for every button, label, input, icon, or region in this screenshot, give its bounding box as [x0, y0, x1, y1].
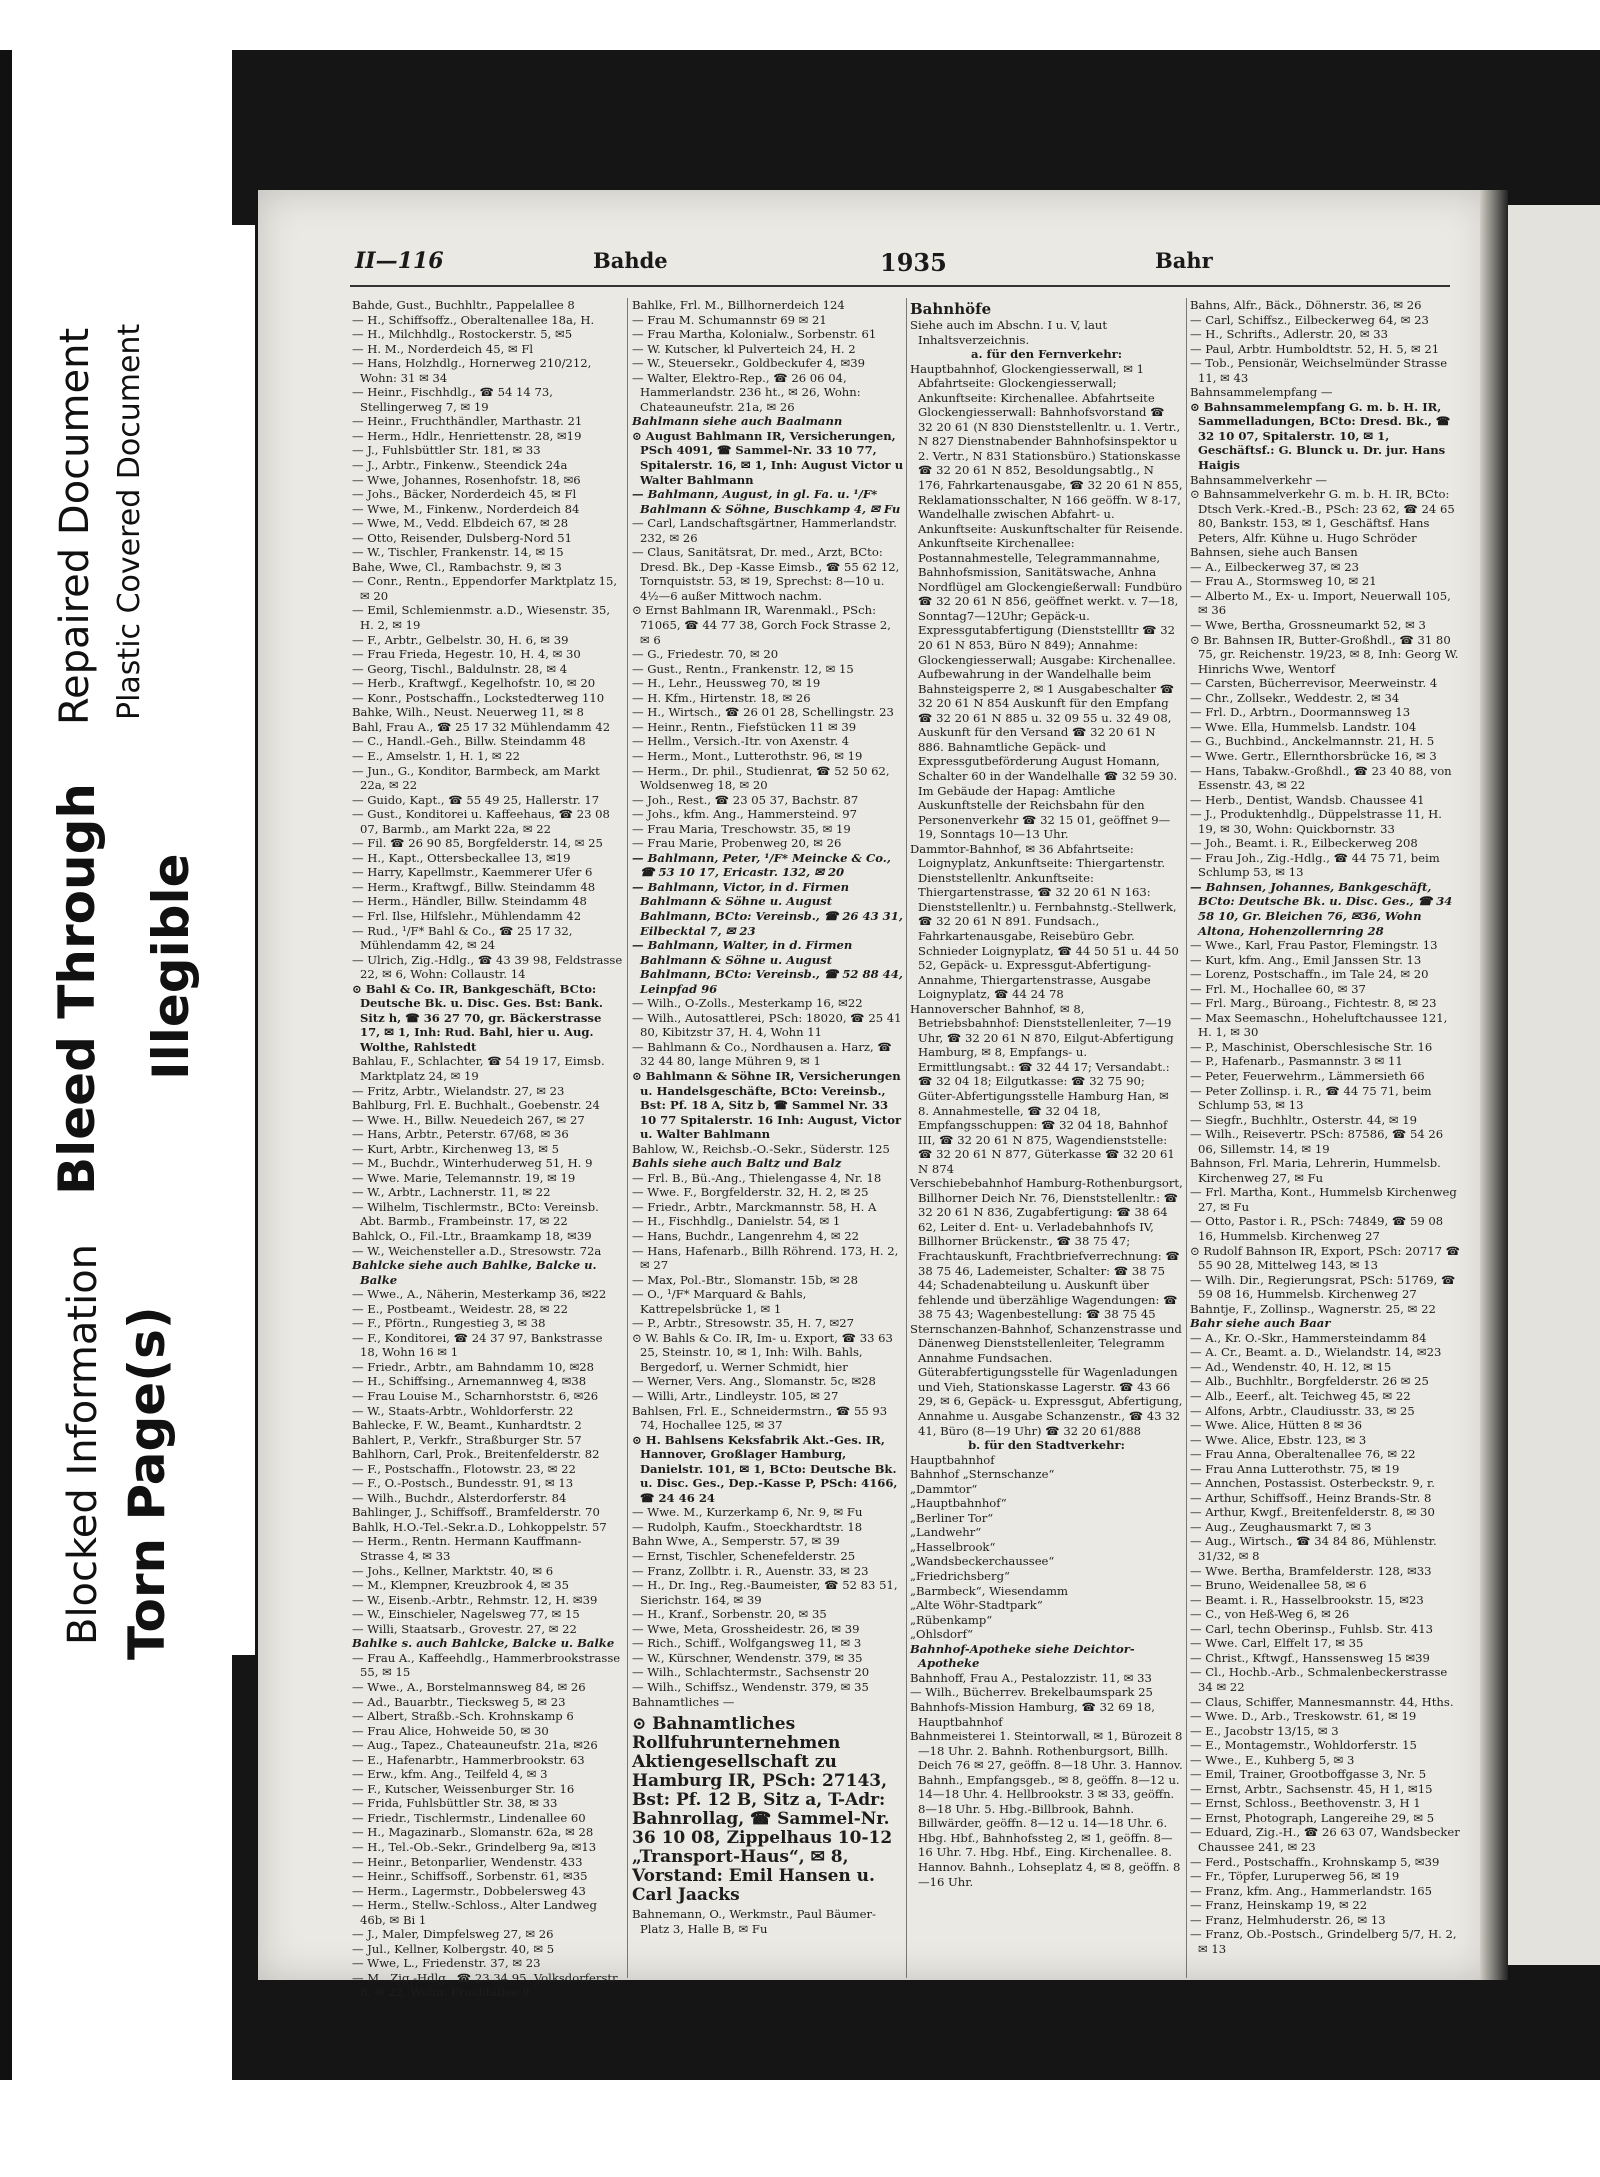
- directory-entry: — Wwe., A., Borstelmannsweg 84, ✉ 26: [352, 1679, 586, 1694]
- directory-entry: — Frau Louise M., Scharnhorststr. 6, ✉26: [352, 1389, 599, 1404]
- directory-entry: — Frl. Ilse, Hilfslehr., Mühlendamm 42: [352, 908, 582, 923]
- directory-entry: — Johs., Bäcker, Norderdeich 45, ✉ Fl: [352, 487, 577, 502]
- directory-entry: — Rich., Schiff., Wolfgangsweg 11, ✉ 3: [632, 1636, 862, 1651]
- directory-entry: — Frau Maria, Treschowstr. 35, ✉ 19: [632, 821, 851, 836]
- directory-entry: — Johs., Kellner, Marktstr. 40, ✉ 6: [352, 1563, 554, 1578]
- directory-entry: — Franz, Ob.-Postsch., Grindelberg 5/7, H. 2, ✉ 13: [1190, 1927, 1457, 1956]
- directory-entry: — H., Schiffsing., Arnemannweg 4, ✉38: [352, 1374, 587, 1389]
- directory-entry: — F., Konditorei, ☎ 24 37 97, Bankstrasse 18, Wohn 16 ✉ 1: [352, 1330, 603, 1360]
- directory-entry: „Dammtor“: [910, 1481, 978, 1496]
- directory-entry: — G., Buchbind., Anckelmannstr. 21, H. 5: [1190, 734, 1435, 749]
- directory-entry: — Herm., Lagermstr., Dobbelersweg 43: [352, 1883, 586, 1898]
- directory-entry: — Wwe, Bertha, Grossneumarkt 52, ✉ 3: [1190, 618, 1426, 633]
- directory-entry: — W., Kürschner, Wendenstr. 379, ✉ 35: [632, 1650, 863, 1665]
- directory-entry: — Alb., Eeerf., alt. Teichweg 45, ✉ 22: [1190, 1389, 1411, 1404]
- directory-entry: — Willi, Staatsarb., Grovestr. 27, ✉ 22: [352, 1621, 577, 1636]
- directory-entry: — Tob., Pensionär, Weichselmünder Strasse 11, ✉ 43: [1190, 356, 1448, 385]
- directory-entry: — H., Fischhdlg., Danielstr. 54, ✉ 1: [632, 1214, 841, 1229]
- directory-entry: — Ad., Bauarbtr., Tiecksweg 5, ✉ 23: [352, 1694, 566, 1709]
- directory-entry: — Werner, Vers. Ang., Slomanstr. 5c, ✉28: [632, 1374, 876, 1389]
- directory-entry: — Frau Martha, Kolonialw., Sorbenstr. 61: [632, 327, 877, 342]
- directory-entry: Bahntje, F., Zollinsp., Wagnerstr. 25, ✉ 22: [1190, 1301, 1436, 1316]
- directory-entry: — Wilh. Dir., Regierungsrat, PSch: 51769, ☎ 59 08 16, Hummelsb. Kirchenweg 27: [1190, 1272, 1456, 1302]
- directory-entry: — Heinr., Rentn., Fiefstücken 11 ✉ 39: [632, 719, 857, 734]
- directory-entry: — Joh., Beamt. i. R., Eilbeckerweg 208: [1190, 836, 1418, 851]
- page-gutter-shadow: [1480, 190, 1508, 1980]
- directory-entry: — Erw., kfm. Ang., Teilfeld 4, ✉ 3: [352, 1767, 548, 1782]
- directory-entry: — H. M., Norderdeich 45, ✉ Fl: [352, 341, 534, 356]
- directory-entry: Bahnhöfe: [910, 300, 992, 318]
- directory-entry: — Carl, Schiffsz., Eilbeckerweg 64, ✉ 23: [1190, 312, 1429, 327]
- directory-entry: — Bahnsen, Johannes, Bankgeschäft, BCto: Deutsche Bk. u. Disc. Ges., ☎ 34 58 10, Gr. Bleichen 76, ✉36, Wohn Altona, Hohenzollernring 28: [1190, 879, 1453, 938]
- directory-entry: — Frau Joh., Zig.-Hdlg., ☎ 44 75 71, beim Schlump 53, ✉ 13: [1190, 850, 1440, 880]
- directory-entry: — Claus, Schiffer, Mannesmannstr. 44, Hths.: [1190, 1694, 1454, 1709]
- directory-entry: — Wwe. Marie, Telemannstr. 19, ✉ 19: [352, 1170, 576, 1185]
- directory-entry: — Herm., Rentn. Hermann Kauffmann-Strasse 4, ✉ 33: [352, 1534, 582, 1564]
- directory-entry: Bahde, Gust., Buchhltr., Pappelallee 8: [352, 298, 575, 312]
- directory-entry: Bahnhofs-Mission Hamburg, ☎ 32 69 18, Hauptbahnhof: [910, 1699, 1155, 1729]
- directory-entry: — Friedr., Arbtr., Marckmannstr. 58, H. A: [632, 1199, 877, 1214]
- directory-entry: „Hasselbrook“: [910, 1539, 996, 1554]
- directory-entry: — Eduard, Zig.-H., ☎ 26 63 07, Wandsbecker Chaussee 241, ✉ 23: [1190, 1825, 1460, 1854]
- directory-entry: — Wwe, M., Vedd. Elbdeich 67, ✉ 28: [352, 516, 569, 531]
- directory-entry: — Hans, Hafenarb., Billh Röhrend. 173, H. 2, ✉ 27: [632, 1243, 899, 1273]
- directory-entry: ⊙ H. Bahlsens Keksfabrik Akt.-Ges. IR, Hannover, Großlager Hamburg, Danielstr. 101, ✉ 1, BCto: Deutsche Bk. u. Disc. Ges., Dep.-Kasse P, PSch: 4166, ☎ 24 46 24: [632, 1432, 898, 1505]
- directory-entry: — Friedr., Tischlermstr., Lindenallee 60: [352, 1810, 586, 1825]
- directory-entry: „Rübenkamp“: [910, 1612, 993, 1627]
- directory-entry: — Wwe, L., Friedenstr. 37, ✉ 23: [352, 1956, 541, 1971]
- directory-entry: — Aug., Zeughausmarkt 7, ✉ 3: [1190, 1519, 1372, 1534]
- directory-entry: — W., Staats-Arbtr., Wohldorferstr. 22: [352, 1403, 574, 1418]
- directory-entry: — Rudolph, Kaufm., Stoeckhardtstr. 18: [632, 1519, 863, 1534]
- directory-entry: — Wilhelm, Tischlermstr., BCto: Vereinsb. Abt. Barmb., Frambeinstr. 17, ✉ 22: [352, 1199, 599, 1229]
- directory-entry: Bahnsammelverkehr —: [1190, 472, 1327, 487]
- directory-entry: — E., Hafenarbtr., Hammerbrookstr. 63: [352, 1752, 585, 1767]
- directory-entry: — Joh., Rest., ☎ 23 05 37, Bachstr. 87: [632, 792, 859, 807]
- directory-entry: — A. Cr., Beamt. a. D., Wielandstr. 14, ✉23: [1190, 1345, 1442, 1360]
- directory-entry: — Heinr., Betonparlier, Wendenstr. 433: [352, 1854, 583, 1869]
- directory-entry: — Kurt, kfm. Ang., Emil Janssen Str. 13: [1190, 952, 1422, 967]
- directory-entry: — Ferd., Postschaffn., Krohnskamp 5, ✉39: [1190, 1854, 1440, 1869]
- directory-entry: Bahnhoff, Frau A., Pestalozzistr. 11, ✉ 33: [910, 1670, 1152, 1685]
- directory-entry: — Wilh., O-Zolls., Mesterkamp 16, ✉22: [632, 996, 863, 1011]
- target-bleed-through: Bleed Through: [48, 783, 106, 1195]
- directory-entry: — Herb., Dentist, Wandsb. Chaussee 41: [1190, 792, 1425, 807]
- directory-entry: — Max, Pol.-Btr., Slomanstr. 15b, ✉ 28: [632, 1272, 859, 1287]
- directory-entry: — Wwe. Carl, Elffelt 17, ✉ 35: [1190, 1636, 1364, 1651]
- directory-entry: Hauptbahnhof, Glockengiesserwall, ✉ 1 Abfahrtseite: Glockengiesserwall; Ankunftseite: Kirchenallee. Abfahrtseite Glockengiesserwall: Bahnhofsvorstand ☎ 32 20 61 (N 830 Dienststellenltr. u. 1. Vertr., N 827 Dienstnabender Bahnhofsinspektor u 2. Vertr., N 831 Stationsbüro.) Stationskasse ☎ 32 20 61 N 852, Besoldungsabtlg., N 176, Fahrkartenausgabe, ☎ 32 20 61 N 855, Reklamationsschalter, N 166 geöffn. W 8-17, Wandelhalle zwischen Abfahrt- u. Ankunftseite: Auskunftschalter für Reisende. Ankunftseite Kirchenallee: Postannahmestelle, Telegrammannahme, Bahnhofsmission, Sanitätswache, Anhna Nordflügel am Glockengießerwall: Fundbüro ☎ 32 20 61 N 856, geöffnet werkt. v. 7—18, Sonntag7—12Uhr; Gepäck-u. Expressgutabfertigung (Dienststellltr ☎ 32 20 61 N 853, Büro N 849); Annahme: Glockengiesserwall; Ausgabe: Kirchenallee. Aufbewahrung in der Wandelhalle beim Bahnsteigsperre 2, ✉ 1 Ausgabeschalter ☎ 32 20 61 N 854 Auskunft für den Empfang ☎ 32 20 61 N 885 u. 32 09 55 u. 32 49 08, Auskunft für den Versand ☎ 32 20 61 N 886. Bahnamtliche Gepäck- und Expressgutbeförderung August Homann, Schalter 60 in der Wandelhalle ☎ 32 59 30. Im Gebäude der Hapag: Amtliche Auskunftstelle der Reichsbahn für den Personenverkehr ☎ 32 15 01, geöffnet 9—19, Sonntags 10—13 Uhr.: [910, 361, 1183, 842]
- directory-entry: „Alte Wöhr-Stadtpark“: [910, 1598, 1043, 1613]
- directory-entry: — Alberto M., Ex- u. Import, Neuerwall 105, ✉ 36: [1190, 588, 1451, 618]
- directory-entry: — Kurt, Arbtr., Kirchenweg 13, ✉ 5: [352, 1141, 560, 1156]
- directory-entry: — Arthur, Schiffsoff., Heinz Brands-Str. 8: [1190, 1490, 1432, 1505]
- directory-entry: Bahnmeisterei 1. Steintorwall, ✉ 1, Bürozeit 8—18 Uhr. 2. Bahnh. Rothenburgsort, Billh. Deich 76 ✉ 27, geöffn. 8—18 Uhr. 3. Hannov. Bahnh., Empfangsgeb., ✉ 8, geöffn. 8—12 u. 14—18 Uhr. 4. Hellbrookstr. 3 ✉ 33, geöffn. 8—18 Uhr. 5. Hbg.-Billbrook, Bahnh. Billwärder, geöffn. 8—12 u. 14—18 Uhr. 6. Hbg. Hbf., Bahnhofssteg 2, ✉ 1, geöffn. 8—16 Uhr. 7. Hbg. Hbf., Eing. Kirchenallee. 8. Hannov. Bahnh., Lohseplatz 4, ✉ 8, geöffn. 8—16 Uhr.: [910, 1729, 1183, 1889]
- column-divider: [906, 298, 907, 1978]
- directory-entry: — M., Klempner, Kreuzbrook 4, ✉ 35: [352, 1578, 569, 1593]
- directory-entry: — Chr., Zollsekr., Weddestr. 2, ✉ 34: [1190, 690, 1400, 705]
- header-year: 1935: [880, 248, 947, 277]
- directory-entry: — Herm., Mont., Lutterothstr. 96, ✉ 19: [632, 748, 863, 763]
- directory-entry: — Wwe. Alice, Ebstr. 123, ✉ 3: [1190, 1432, 1367, 1447]
- directory-entry: Bahr siehe auch Baar: [1190, 1316, 1331, 1331]
- directory-entry: — C., von Heß-Weg 6, ✉ 26: [1190, 1607, 1350, 1622]
- directory-entry: — Frau M. Schumannstr 69 ✉ 21: [632, 312, 827, 327]
- directory-entry: — Frl. M., Hochallee 60, ✉ 37: [1190, 981, 1366, 996]
- directory-entry: Siehe auch im Abschn. I u. V, laut Inhaltsverzeichnis.: [910, 318, 1108, 347]
- directory-entry: — Gust., Rentn., Frankenstr. 12, ✉ 15: [632, 661, 854, 676]
- directory-entry: — Otto, Reisender, Dulsberg-Nord 51: [352, 530, 573, 545]
- directory-entry: — Wwe., Karl, Frau Pastor, Flemingstr. 13: [1190, 938, 1438, 953]
- directory-entry: — W. Kutscher, kl Pulverteich 24, H. 2: [632, 341, 856, 356]
- directory-entry: Bahl, Frau A., ☎ 25 17 32 Mühlendamm 42: [352, 719, 611, 734]
- directory-entry: — Rud., ¹/F* Bahl & Co., ☎ 25 17 32, Mühlendamm 42, ✉ 24: [352, 923, 573, 953]
- directory-entry: — Frl. Marg., Büroang., Fichtestr. 8, ✉ 23: [1190, 996, 1437, 1011]
- directory-entry: — Hans, Tabakw.-Großhdl., ☎ 23 40 88, von Essenstr. 43, ✉ 22: [1190, 763, 1452, 793]
- directory-entry: ⊙ Bahl & Co. IR, Bankgeschäft, BCto: Deutsche Bk. u. Disc. Ges. Bst: Bank. Sitz h, ☎ 36 27 70, gr. Bäckerstrasse 17, ✉ 1, Inh: Rud. Bahl, hier u. Aug. Wolthe, Rahlstedt: [352, 981, 603, 1054]
- directory-entry: — Max Seemaschn., Hoheluftchaussee 121, H. 1, ✉ 30: [1190, 1010, 1448, 1040]
- directory-entry: Bahn Wwe, A., Semperstr. 57, ✉ 39: [632, 1534, 840, 1549]
- directory-entry: ⊙ Bahnamtliches Rollfuhrunternehmen Aktiengesellschaft zu Hamburg IR, PSch: 27143, Bst: Pf. 12 B, Sitz a, T-Adr: Bahnrollag, ☎ Sammel-Nr. 36 10 08, Zippelhaus 10-12 „Transport-Haus“, ✉ 8, Vorstand: Emil Hansen u. Carl Jaacks: [632, 1714, 893, 1906]
- directory-entry: — Wwe., E., Kuhberg 5, ✉ 3: [1190, 1752, 1355, 1767]
- directory-entry: ⊙ Bahnsammelverkehr G. m. b. H. IR, BCto: Dtsch Verk.-Kred.-B., PSch: 23 62, ☎ 24 65 80, Bankstr. 153, ✉ 1, Geschäftsf. Hans Peters, Alfr. Kühne u. Hugo Schröder: [1190, 487, 1455, 545]
- directory-entry: — F., Pförtn., Rungestieg 3, ✉ 38: [352, 1316, 546, 1331]
- directory-entry: Bahlsen, Frl. E., Schneidermstrn., ☎ 55 93 74, Hochallee 125, ✉ 37: [632, 1403, 888, 1433]
- target-repaired-document: Repaired Document: [52, 327, 98, 725]
- directory-entry: — Herm., Stellw.-Schloss., Alter Landweg 46b, ✉ Bi 1: [352, 1898, 597, 1927]
- directory-entry: — Frau A., Kaffeehdlg., Hammerbrookstrasse 55, ✉ 15: [352, 1650, 621, 1680]
- directory-entry: Bahlke, Frl. M., Billhornerdeich 124: [632, 298, 845, 312]
- directory-entry: — Arthur, Kwgf., Breitenfelderstr. 8, ✉ 30: [1190, 1505, 1435, 1520]
- directory-entry: — Frau A., Stormsweg 10, ✉ 21: [1190, 574, 1377, 589]
- directory-entry: b. für den Stadtverkehr:: [968, 1438, 1125, 1453]
- directory-entry: Bahnsammelempfang —: [1190, 385, 1333, 400]
- directory-entry: — Annchen, Postassist. Osterbeckstr. 9, r.: [1190, 1476, 1435, 1491]
- directory-entry: Bahlow, W., Reichsb.-O.-Sekr., Süderstr. 125: [632, 1141, 890, 1156]
- directory-entry: Verschiebebahnhof Hamburg-Rothenburgsort, Billhorner Deich Nr. 76, Dienststellenltr.: ☎ 32 20 61 N 836, Zugabfertigung: ☎ 38 64 62, Leiter d. Ent- u. Verladebahnhofs IV, Billhorner Brückenstr., ☎ 38 75 47; Frachtauskunft, Frachtbriefverrechnung: ☎ 38 75 46, Lademeister, Schalter: ☎ 38 75 44; Schadenabteilung u. Auskunft über fehlende und überzählige Wagendungen: ☎ 38 75 43; Wagenbestellung: ☎ 38 75 45: [910, 1176, 1183, 1322]
- directory-entry: — Hans, Arbtr., Peterstr. 67/68, ✉ 36: [352, 1127, 569, 1142]
- directory-entry: — O., ¹/F* Marquard & Bahls, Kattrepelsbrücke 1, ✉ 1: [632, 1287, 807, 1316]
- directory-entry: — J., Produktenhdlg., Düppelstrasse 11, H. 19, ✉ 30, Wohn: Quickbornstr. 33: [1190, 807, 1442, 836]
- directory-entry: — F., Kutscher, Weissenburger Str. 16: [352, 1781, 575, 1796]
- directory-entry: — Herm., Händler, Billw. Steindamm 48: [352, 894, 587, 909]
- scan-edge-strip: [0, 50, 12, 2080]
- directory-entry: „Friedrichsberg“: [910, 1569, 1010, 1584]
- directory-entry: — Ernst, Schloss., Beethovenstr. 3, H 1: [1190, 1796, 1421, 1811]
- directory-entry: — Wilh., Reisevertr. PSch: 87586, ☎ 54 26 06, Sillemstr. 14, ✉ 19: [1190, 1127, 1444, 1156]
- header-left-keyword: Bahde: [593, 248, 668, 273]
- directory-entry: — Wwe. Gertr., Ellernthorsbrücke 16, ✉ 3: [1190, 748, 1437, 763]
- directory-column-2: [632, 298, 904, 1988]
- directory-entry: — Ernst, Arbtr., Sachsenstr. 45, H 1, ✉15: [1190, 1781, 1433, 1796]
- directory-entry: — Wwe, Johannes, Rosenhofstr. 18, ✉6: [352, 472, 581, 487]
- directory-entry: „Ohlsdorf“: [910, 1627, 974, 1642]
- directory-entry: — M., Zig.-Hdlg., ☎ 23 34 95, Volksdorferstr. 8, ✉ 22, Wohn: Fruchtallee 9: [352, 1970, 621, 2000]
- directory-entry: — Hellm., Versich.-Itr. von Axenstr. 4: [632, 734, 850, 749]
- directory-entry: Dammtor-Bahnhof, ✉ 36 Abfahrtseite: Loignyplatz, Ankunftseite: Thiergartenstr. Dienststellenltr. Ankunftseite: Thiergartenstrasse, ☎ 32 20 61 N 163: Dienststellenltr.) u. Fernbahnstg.-Stellwerk, ☎ 32 20 61 N 891. Fundsach., Fahrkartenausgabe, Reisebüro Gebr. Schnieder Loignyplatz, ☎ 44 50 51 u. 44 50 52, Gepäck- u. Expressgut-Abfertigung-Annahme, Thiergartenstrasse, Ausgabe Loignyplatz, ☎ 44 24 78: [910, 841, 1179, 1002]
- directory-entry: — Wwe. F., Borgfelderstr. 32, H. 2, ✉ 25: [632, 1185, 869, 1200]
- directory-entry: — H., Schrifts., Adlerstr. 20, ✉ 33: [1190, 327, 1388, 342]
- directory-entry: — Wilh., Schiffsz., Wendenstr. 379, ✉ 35: [632, 1679, 869, 1694]
- directory-entry: — J., Fuhlsbüttler Str. 181, ✉ 33: [352, 443, 541, 458]
- directory-entry: Bahlmann siehe auch Baalmann: [632, 414, 843, 429]
- page-number: II—116: [355, 248, 444, 274]
- directory-entry: — Wwe. Bertha, Bramfelderstr. 128, ✉33: [1190, 1563, 1432, 1578]
- directory-entry: — E., Amselstr. 1, H. 1, ✉ 22: [352, 748, 521, 763]
- directory-entry: — Frau Frieda, Hegestr. 10, H. 4, ✉ 30: [352, 647, 581, 662]
- directory-column-1: [352, 298, 624, 2000]
- directory-entry: — Frau Anna Lutterothstr. 75, ✉ 19: [1190, 1461, 1400, 1476]
- directory-entry: — Konr., Postschaffn., Lockstedterweg 110: [352, 690, 605, 705]
- directory-entry: — Peter Zollinsp. i. R., ☎ 44 75 71, beim Schlump 53, ✉ 13: [1190, 1083, 1432, 1113]
- directory-entry: — Wilh., Schlachtermstr., Sachsenstr 20: [632, 1665, 870, 1680]
- directory-entry: — Otto, Pastor i. R., PSch: 74849, ☎ 59 08 16, Hummelsb. Kirchenweg 27: [1190, 1214, 1444, 1243]
- directory-entry: — Franz, kfm. Ang., Hammerlandstr. 165: [1190, 1883, 1433, 1898]
- directory-entry: ⊙ Ernst Bahlmann IR, Warenmakl., PSch: 71065, ☎ 44 77 38, Gorch Fock Strasse 2, ✉ 6: [632, 603, 891, 647]
- directory-entry: Bahlecke, F. W., Beamt., Kunhardtstr. 2: [352, 1418, 582, 1433]
- directory-entry: — Wwe, M., Finkenw., Norderdeich 84: [352, 501, 580, 516]
- directory-entry: — Carl, Landschaftsgärtner, Hammerlandstr. 232, ✉ 26: [632, 516, 897, 545]
- directory-entry: — C., Handl.-Geh., Billw. Steindamm 48: [352, 734, 586, 749]
- directory-entry: — Conr., Rentn., Eppendorfer Marktplatz 15, ✉ 20: [352, 574, 618, 603]
- directory-entry: — Herm., Kraftwgf., Billw. Steindamm 48: [352, 879, 596, 894]
- directory-entry: — Franz, Heinskamp 19, ✉ 22: [1190, 1898, 1368, 1913]
- directory-entry: — Albert, Straßb.-Sch. Krohnskamp 6: [352, 1709, 574, 1724]
- directory-entry: — Bahlmann, Victor, in d. Firmen Bahlmann & Söhne u. August Bahlmann, BCto: Vereinsb., ☎ 26 43 31, Eilbecktal 7, ✉ 23: [632, 879, 903, 938]
- directory-entry: — F., Postschaffn., Flotowstr. 23, ✉ 22: [352, 1461, 576, 1476]
- directory-entry: — Wwe. Ella, Hummelsb. Landstr. 104: [1190, 719, 1417, 734]
- directory-entry: Bahnemann, O., Werkmstr., Paul Bäumer-Platz 3, Halle B, ✉ Fu: [632, 1907, 876, 1936]
- directory-entry: — Fr., Töpfer, Luruperweg 56, ✉ 19: [1190, 1869, 1400, 1884]
- directory-entry: Bahnhof „Sternschanze“: [910, 1467, 1055, 1482]
- directory-entry: — Frau Anna, Oberaltenallee 76, ✉ 22: [1190, 1447, 1416, 1462]
- page-header: [355, 248, 1445, 284]
- directory-entry: — Bahlmann, Peter, ¹/F* Meincke & Co., ☎ 53 10 17, Ericastr. 132, ✉ 20: [632, 850, 891, 880]
- directory-entry: — W., Arbtr., Lachnerstr. 11, ✉ 22: [352, 1185, 551, 1200]
- directory-entry: ⊙ Bahnsammelempfang G. m. b. H. IR, Sammelladungen, BCto: Dresd. Bk., ☎ 32 10 07, Spitalerstr. 10, ✉ 1, Geschäftsf.: G. Blunck u. Dr. jur. Hans Haigis: [1190, 399, 1451, 473]
- directory-entry: — H., Kranf., Sorbenstr. 20, ✉ 35: [632, 1607, 827, 1622]
- directory-entry: — Wwe., A., Näherin, Mesterkamp 36, ✉22: [352, 1287, 607, 1302]
- directory-entry: — Friedr., Arbtr., am Bahndamm 10, ✉28: [352, 1359, 595, 1374]
- directory-entry: — Fil. ☎ 26 90 85, Borgfelderstr. 14, ✉ 25: [352, 836, 603, 851]
- directory-entry: — Emil, Trainer, Grootboffgasse 3, Nr. 5: [1190, 1767, 1427, 1782]
- directory-entry: Bahlke s. auch Bahlcke, Balcke u. Balke: [352, 1636, 615, 1651]
- directory-entry: — Guido, Kapt., ☎ 55 49 25, Hallerstr. 17: [352, 792, 600, 807]
- directory-entry: Bahns, Alfr., Bäck., Döhnerstr. 36, ✉ 26: [1190, 298, 1422, 312]
- directory-entry: — Peter, Feuerwehrm., Lämmersieth 66: [1190, 1068, 1425, 1083]
- directory-entry: — Jul., Kellner, Kolbergstr. 40, ✉ 5: [352, 1941, 555, 1956]
- directory-entry: — P., Arbtr., Stresowstr. 35, H. 7, ✉27: [632, 1316, 855, 1331]
- directory-entry: — E., Postbeamt., Weidestr. 28, ✉ 22: [352, 1301, 568, 1316]
- directory-entry: — Paul, Arbtr. Humboldtstr. 52, H. 5, ✉ 21: [1190, 341, 1440, 356]
- column-divider: [627, 298, 628, 1978]
- directory-entry: — W., Einschieler, Nagelsweg 77, ✉ 15: [352, 1607, 580, 1622]
- directory-entry: Bahke, Wilh., Neust. Neuerweg 11, ✉ 8: [352, 705, 584, 720]
- directory-entry: Bahlau, F., Schlachter, ☎ 54 19 17, Eimsb. Marktplatz 24, ✉ 19: [352, 1054, 605, 1083]
- directory-entry: Bahnsen, siehe auch Bansen: [1190, 545, 1358, 560]
- directory-entry: — Herb., Kraftwgf., Kegelhofstr. 10, ✉ 20: [352, 676, 596, 691]
- directory-entry: — Aug., Wirtsch., ☎ 34 84 86, Mühlenstr. 31/32, ✉ 8: [1190, 1534, 1437, 1564]
- directory-entry: — Frl. D., Arbtrn., Doormannsweg 13: [1190, 705, 1411, 720]
- header-rule: [350, 285, 1450, 287]
- directory-entry: — Alfons, Arbtr., Claudiusstr. 33, ✉ 25: [1190, 1403, 1415, 1418]
- directory-entry: — Willi, Artr., Lindleystr. 105, ✉ 27: [632, 1389, 839, 1404]
- directory-entry: — H., Kapt., Ottersbeckallee 13, ✉19: [352, 850, 571, 865]
- directory-entry: — H., Schiffsoffz., Oberaltenallee 18a, H.: [352, 312, 595, 327]
- directory-entry: Bahlert, P., Verkfr., Straßburger Str. 57: [352, 1432, 582, 1447]
- directory-column-3: [910, 298, 1183, 1988]
- directory-entry: — H., Dr. Ing., Reg.-Baumeister, ☎ 52 83 51, Sierichstr. 164, ✉ 39: [632, 1578, 898, 1607]
- directory-entry: — Fritz, Arbtr., Wielandstr. 27, ✉ 23: [352, 1083, 565, 1098]
- directory-entry: — H., Lehr., Heussweg 70, ✉ 19: [632, 676, 821, 691]
- directory-entry: — Bahlmann, August, in gl. Fa. u. ¹/F* Bahlmann & Söhne, Buschkamp 4, ✉ Fu: [632, 487, 901, 516]
- directory-entry: — Ad., Wendenstr. 40, H. 12, ✉ 15: [1190, 1359, 1392, 1374]
- directory-entry: ⊙ Rudolf Bahnson IR, Export, PSch: 20717 ☎ 55 90 28, Mittelweg 143, ✉ 13: [1190, 1243, 1461, 1273]
- directory-entry: — Cl., Hochb.-Arb., Schmalenbeckerstrasse 34 ✉ 22: [1190, 1665, 1448, 1694]
- directory-entry: Bahlburg, Frl. E. Buchhalt., Goebenstr. 24: [352, 1098, 600, 1113]
- directory-entry: — Bruno, Weidenallee 58, ✉ 6: [1190, 1578, 1367, 1593]
- directory-entry: a. für den Fernverkehr:: [970, 347, 1123, 362]
- directory-entry: — Aug., Tapez., Chateauneufstr. 21a, ✉26: [352, 1738, 598, 1753]
- directory-entry: — F., Arbtr., Gelbelstr. 30, H. 6, ✉ 39: [352, 632, 569, 647]
- directory-entry: — Hans, Buchdr., Langenrehm 4, ✉ 22: [632, 1229, 860, 1243]
- directory-entry: — Wilh., Autosattlerei, PSch: 18020, ☎ 25 41 80, Kibitzstr 37, H. 4, Wohn 11: [632, 1010, 902, 1040]
- directory-entry: — A., Kr. O.-Skr., Hammersteindamm 84: [1190, 1330, 1427, 1345]
- directory-entry: Hauptbahnhof: [910, 1452, 995, 1467]
- target-blocked-information: Blocked Information: [60, 1243, 106, 1645]
- directory-entry: ⊙ August Bahlmann IR, Versicherungen, PSch 4091, ☎ Sammel-Nr. 33 10 77, Spitalerstr. 16, ✉ 1, Inh: August Victor u Walter Bahlmann: [632, 428, 904, 487]
- directory-entry: — E., Jacobstr 13/15, ✉ 3: [1190, 1723, 1339, 1738]
- directory-entry: ⊙ Bahlmann & Söhne IR, Versicherungen u. Handelsgeschäfte, BCto: Vereinsb., Bst: Pf. 18 A, Sitz b, ☎ Sammel Nr. 33 10 77 Spitalerstr. 16 Inh: August, Victor u. Walter Bahlmann: [632, 1068, 902, 1142]
- directory-entry: Bahlhorn, Carl, Prok., Breitenfelderstr. 82: [352, 1447, 600, 1462]
- adjacent-page-fragment: [1508, 205, 1600, 1965]
- directory-entry: „Hauptbahnhof“: [910, 1496, 1007, 1511]
- directory-entry: — Carl, techn Oberinsp., Fuhlsb. Str. 413: [1190, 1621, 1434, 1636]
- directory-entry: — Wwe. D., Arb., Treskowstr. 61, ✉ 19: [1190, 1709, 1417, 1724]
- directory-entry: — Ernst, Photograph, Langereihe 29, ✉ 5: [1190, 1810, 1435, 1825]
- directory-entry: — Harry, Kapellmstr., Kaemmerer Ufer 6: [352, 865, 593, 880]
- directory-entry: — J., Arbtr., Finkenw., Steendick 24a: [352, 458, 568, 473]
- directory-entry: — Heinr., Fruchthändler, Marthastr. 21: [352, 414, 583, 429]
- directory-entry: — Wwe. M., Kurzerkamp 6, Nr. 9, ✉ Fu: [632, 1505, 863, 1520]
- directory-entry: — Walter, Elektro-Rep., ☎ 26 06 04, Hammerlandstr. 236 ht., ✉ 26, Wohn: Chateauneufstr. 21a, ✉ 26: [632, 370, 861, 414]
- directory-entry: — E., Montagemstr., Wohldorferstr. 15: [1190, 1738, 1417, 1753]
- target-illegible: Illegible: [142, 853, 200, 1080]
- directory-entry: — J., Maler, Dimpfelsweg 27, ✉ 26: [352, 1927, 554, 1942]
- directory-entry: Bahlck, O., Fil.-Ltr., Braamkamp 18, ✉39: [352, 1229, 592, 1243]
- directory-entry: Sternschanzen-Bahnhof, Schanzenstrasse und Dänenweg Dienststellenleiter, Telegramm Annahme Fundsachen. Güterabfertigungsstelle für Wagenladungen und Vieh, Stationskasse Lagerstr. ☎ 43 66 29, ✉ 6, Gepäck- u. Expressgut, Abfertigung, Annahme u. Ausgabe Schanzenstr., ☎ 43 32 41, Büro (8—19 Uhr) ☎ 32 20 61/888: [910, 1321, 1183, 1438]
- directory-entry: — W., Eisenb.-Arbtr., Rehmstr. 12, H. ✉39: [352, 1592, 598, 1607]
- directory-entry: Bahnson, Frl. Maria, Lehrerin, Hummelsb. Kirchenweg 27, ✉ Fu: [1190, 1156, 1441, 1185]
- directory-entry: — W., Steuersekr., Goldbeckufer 4, ✉39: [632, 356, 865, 371]
- directory-entry: — H., Wirtsch., ☎ 26 01 28, Schellingstr. 23: [632, 705, 894, 720]
- directory-entry: — M., Buchdr., Winterhuderweg 51, H. 9: [352, 1156, 593, 1171]
- directory-entry: — Frau Marie, Probenweg 20, ✉ 26: [632, 836, 842, 851]
- directory-entry: ⊙ W. Bahls & Co. IR, Im- u. Export, ☎ 33 63 25, Steinstr. 10, ✉ 1, Inh: Wilh. Bahls, Bergedorf, u. Werner Schmidt, hier: [632, 1330, 893, 1374]
- directory-entry: Bahlinger, J., Schiffsoff., Bramfelderstr. 70: [352, 1505, 600, 1520]
- directory-entry: — Hans, Holzhdlg., Hornerweg 210/212, Wohn: 31 ✉ 34: [352, 356, 592, 385]
- directory-entry: — Frl. B., Bü.-Ang., Thielengasse 4, Nr. 18: [632, 1170, 882, 1185]
- directory-entry: — Heinr., Schiffsoff., Sorbenstr. 61, ✉35: [352, 1869, 588, 1884]
- directory-entry: — Frl. Martha, Kont., Hummelsb Kirchenweg 27, ✉ Fu: [1190, 1185, 1457, 1214]
- target-torn-pages: Torn Page(s): [118, 1306, 176, 1660]
- directory-entry: — H., Milchhdlg., Rostockerstr. 5, ✉5: [352, 327, 573, 342]
- directory-entry: — Christ., Kftwgf., Hanssensweg 15 ✉39: [1190, 1650, 1430, 1665]
- directory-entry: — H., Magazinarb., Slomanstr. 62a, ✉ 28: [352, 1825, 594, 1840]
- directory-entry: — W., Tischler, Frankenstr. 14, ✉ 15: [352, 545, 564, 560]
- directory-entry: — Wwe. Alice, Hütten 8 ✉ 36: [1190, 1418, 1362, 1433]
- directory-entry: — P., Hafenarb., Pasmannstr. 3 ✉ 11: [1190, 1054, 1403, 1069]
- directory-entry: — Wilh., Buchdr., Alsterdorferstr. 84: [352, 1490, 567, 1505]
- directory-entry: Hannoverscher Bahnhof, ✉ 8, Betriebsbahnhof: Dienststellenleiter, 7—19 Uhr, ☎ 32 20 61 N 870, Eilgut-Abfertigung Hamburg, ✉ 8, Empfangs- u. Ermittlungsabt.: ☎ 32 44 17; Versandabt.: ☎ 32 04 18; Eilgutkasse: ☎ 32 75 90; Güter-Abfertigungsstelle Hamburg Han, ✉ 8. Annahmestelle, ☎ 32 04 18, Empfangsschuppen: ☎ 32 04 18, Bahnhof III, ☎ 32 20 61 N 875, Wagendienststelle: ☎ 32 20 61 N 877, Güterkasse ☎ 32 20 61 N 874: [910, 1001, 1175, 1176]
- directory-entry: — Herm., Hdlr., Henriettenstr. 28, ✉19: [352, 428, 582, 443]
- directory-entry: — Johs., kfm. Ang., Hammersteind. 97: [632, 807, 857, 822]
- directory-column-4: [1190, 298, 1462, 1988]
- directory-entry: — Wwe, Meta, Grossheidestr. 26, ✉ 39: [632, 1621, 860, 1636]
- header-right-keyword: Bahr: [1155, 248, 1213, 273]
- directory-entry: — F., O.-Postsch., Bundesstr. 91, ✉ 13: [352, 1476, 574, 1491]
- target-plastic-covered-document: Plastic Covered Document: [112, 323, 147, 720]
- directory-entry: „Wandsbeckerchaussee“: [910, 1554, 1055, 1569]
- directory-entry: — Bahlmann & Co., Nordhausen a. Harz, ☎ 32 44 80, lange Mühren 9, ✉ 1: [632, 1039, 892, 1069]
- directory-entry: „Landwehr“: [910, 1525, 982, 1540]
- directory-entry: „Barmbeck“, Wiesendamm: [910, 1583, 1068, 1598]
- directory-entry: „Berliner Tor“: [910, 1510, 994, 1525]
- directory-entry: ⊙ Br. Bahnsen IR, Butter-Großhdl., ☎ 31 80 75, gr. Reichenstr. 19/23, ✉ 8, Inh: Georg W. Hinrichs Wwe, Wentorf: [1190, 632, 1459, 676]
- directory-entry: — Alb., Buchhltr., Borgfelderstr. 26 ✉ 25: [1190, 1374, 1429, 1389]
- directory-entry: — H., Tel.-Ob.-Sekr., Grindelberg 9a, ✉13: [352, 1839, 597, 1854]
- column-divider: [1186, 298, 1187, 1978]
- directory-entry: — Ulrich, Zig.-Hdlg., ☎ 43 39 98, Feldstrasse 22, ✉ 6, Wohn: Collaustr. 14: [352, 952, 623, 982]
- directory-entry: Bahnamtliches —: [632, 1694, 735, 1709]
- directory-entry: — Beamt. i. R., Hasselbrookstr. 15, ✉23: [1190, 1592, 1424, 1607]
- directory-entry: Bahlcke siehe auch Bahlke, Balcke u. Balke: [352, 1258, 597, 1287]
- directory-entry: — G., Friedestr. 70, ✉ 20: [632, 647, 779, 662]
- directory-entry: — Frau Alice, Hohweide 50, ✉ 30: [352, 1723, 549, 1738]
- directory-entry: — P., Maschinist, Oberschlesische Str. 16: [1190, 1039, 1433, 1054]
- directory-entry: Bahls siehe auch Baltz und Balz: [632, 1156, 842, 1171]
- directory-entry: — H. Kfm., Hirtenstr. 18, ✉ 26: [632, 690, 811, 705]
- directory-entry: — Herm., Dr. phil., Studienrat, ☎ 52 50 62, Woldsenweg 18, ✉ 20: [632, 763, 890, 793]
- directory-entry: — Franz, Helmhuderstr. 26, ✉ 13: [1190, 1912, 1386, 1927]
- directory-entry: — Gust., Konditorei u. Kaffeehaus, ☎ 23 08 07, Barmb., am Markt 22a, ✉ 22: [352, 807, 610, 836]
- directory-entry: — Franz, Zollbtr. i. R., Auenstr. 33, ✉ 23: [632, 1563, 869, 1578]
- directory-entry: — Wwe. H., Billw. Neuedeich 267, ✉ 27: [352, 1112, 585, 1127]
- directory-entry: — Ernst, Tischler, Schenefelderstr. 25: [632, 1549, 856, 1564]
- directory-entry: — Georg, Tischl., Baldulnstr. 28, ✉ 4: [352, 661, 568, 676]
- directory-entry: — Wilh., Bücherrev. Brekelbaumspark 25: [910, 1685, 1153, 1700]
- directory-entry: — Bahlmann, Walter, in d. Firmen Bahlmann & Söhne u. August Bahlmann, BCto: Vereinsb., ☎ 52 88 44, Leinpfad 96: [632, 938, 903, 996]
- directory-entry: — Carsten, Bücherrevisor, Meerweinstr. 4: [1190, 676, 1438, 691]
- directory-entry: — Heinr., Fischhdlg., ☎ 54 14 73, Stellingerweg 7, ✉ 19: [352, 385, 553, 414]
- directory-entry: — Frida, Fuhlsbüttler Str. 38, ✉ 33: [352, 1796, 558, 1811]
- directory-entry: — Emil, Schlemienmstr. a.D., Wiesenstr. 35, H. 2, ✉ 19: [352, 603, 611, 633]
- directory-entry: Bahlk, H.O.-Tel.-Sekr.a.D., Lohkoppelstr. 57: [352, 1519, 607, 1534]
- directory-entry: — W., Weichensteller a.D., Stresowstr. 72a: [352, 1243, 602, 1258]
- directory-entry: Bahnhof-Apotheke siehe Deichtor-Apotheke: [910, 1641, 1135, 1671]
- directory-entry: Bahe, Wwe, Cl., Rambachstr. 9, ✉ 3: [352, 559, 562, 574]
- directory-entry: — Siegfr., Buchhltr., Osterstr. 44, ✉ 19: [1190, 1112, 1417, 1127]
- directory-entry: — Jun., G., Konditor, Barmbeck, am Markt 22a, ✉ 22: [352, 763, 600, 793]
- directory-entry: — Lorenz, Postschaffn., im Tale 24, ✉ 20: [1190, 967, 1429, 982]
- directory-entry: — A., Eilbeckerweg 37, ✉ 23: [1190, 559, 1359, 574]
- directory-entry: — Claus, Sanitätsrat, Dr. med., Arzt, BCto: Dresd. Bk., Dep -Kasse Eimsb., ☎ 55 62 12, Tornquiststr. 53, ✉ 19, Sprechst: 8—10 u. 4½—6 außer Mittwoch nachm.: [632, 545, 900, 603]
